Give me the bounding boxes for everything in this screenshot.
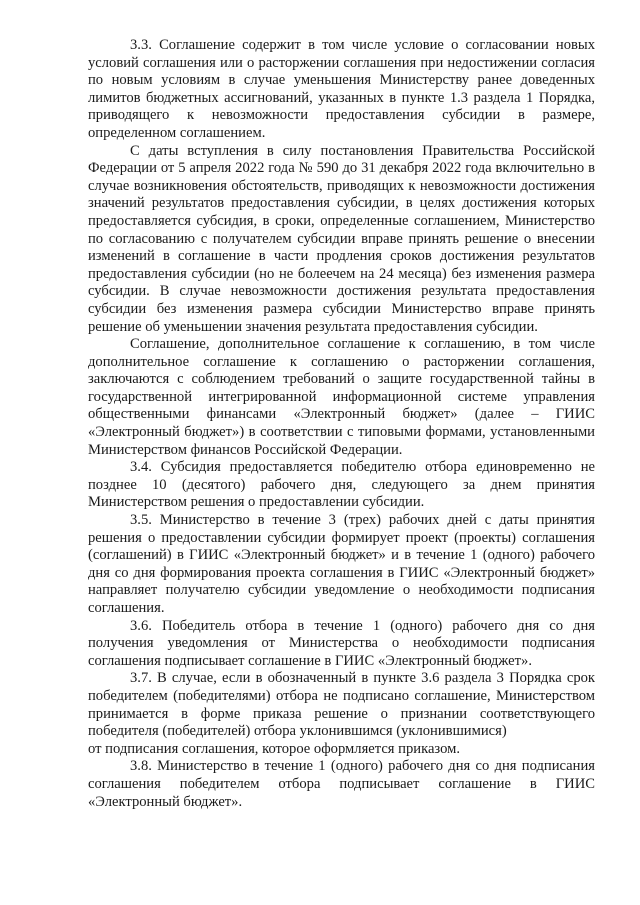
document-body	[88, 37, 595, 811]
paragraph-3-5: 3.5. Министерство в течение 3 (трех) рабочих дней с даты принятия решения о предоставлении субсидии формирует проект (проекты) соглашения (соглашений) в ГИИС «Электронный бюджет» и в течение 1 (одного) рабочего дня со дня формирования проекта соглашения в ГИИС «Электронный бюджет» направляет получателю субсидии уведомление о необходимости подписания соглашения.	[88, 512, 595, 616]
paragraph-3-7: 3.7. В случае, если в обозначенный в пункте 3.6 раздела 3 Порядка срок победителем (победителями) отбора не подписано соглашение, Министерством принимается в форме приказа решение о признании соответствующего победителя (победителей) отбора уклонившимся (уклонившимися)	[88, 670, 595, 740]
paragraph-3-3: 3.3. Соглашение содержит в том числе условие о согласовании новых условий соглашения или о расторжении соглашения при недостижении согласия по новым условиям в случае уменьшения Министерству ранее доведенных лимитов бюджетных ассигнований, указанных в пункте 1.3 раздела 1 Порядка, приводящего к невозможности предоставления субсидии в размере, определенном соглашением.	[88, 37, 595, 141]
paragraph-3-8: 3.8. Министерство в течение 1 (одного) рабочего дня со дня подписания соглашения победителем отбора подписывает соглашение в ГИИС «Электронный бюджет».	[88, 758, 595, 810]
paragraph-3-6: 3.6. Победитель отбора в течение 1 (одного) рабочего дня со дня получения уведомления от Министерства о необходимости подписания соглашения подписывает соглашение в ГИИС «Электронный бюджет».	[88, 617, 595, 669]
paragraph-covid-extension: С даты вступления в силу постановления Правительства Российской Федерации от 5 апреля 2022 года № 590 до 31 декабря 2022 года включительно в случае возникновения обстоятельств, приводящих к невозможности достижения значений результатов предоставления субсидии, в целях достижения которых предоставляется субсидия, в сроки, определенные соглашением, Министерство по согласованию с получателем субсидии вправе принять решение о внесении изменений в соглашение в части продления сроков достижения результатов предоставления субсидии (но не болеечем на 24 месяца) без изменения размера субсидии. В случае невозможности достижения результата предоставления субсидии без изменения размера субсидии Министерство вправе принять решение об уменьшении значения результата предоставления субсидии.	[88, 142, 595, 335]
paragraph-giis-agreement: Соглашение, дополнительное соглашение к соглашению, в том числе дополнительное соглашение к соглашению о расторжении соглашения, заключаются с соблюдением требований о защите государственной тайны в государственной интегрированной информационной системе управления общественными финансами «Электронный бюджет» (далее – ГИИС «Электронный бюджет») в соответствии с типовыми формами, установленными Министерством финансов Российской Федерации.	[88, 336, 595, 458]
paragraph-3-4: 3.4. Субсидия предоставляется победителю отбора единовременно не позднее 10 (десятого) рабочего дня, следующего за днем принятия Министерством решения о предоставлении субсидии.	[88, 459, 595, 511]
paragraph-3-7-continuation: от подписания соглашения, которое оформляется приказом.	[88, 740, 461, 757]
